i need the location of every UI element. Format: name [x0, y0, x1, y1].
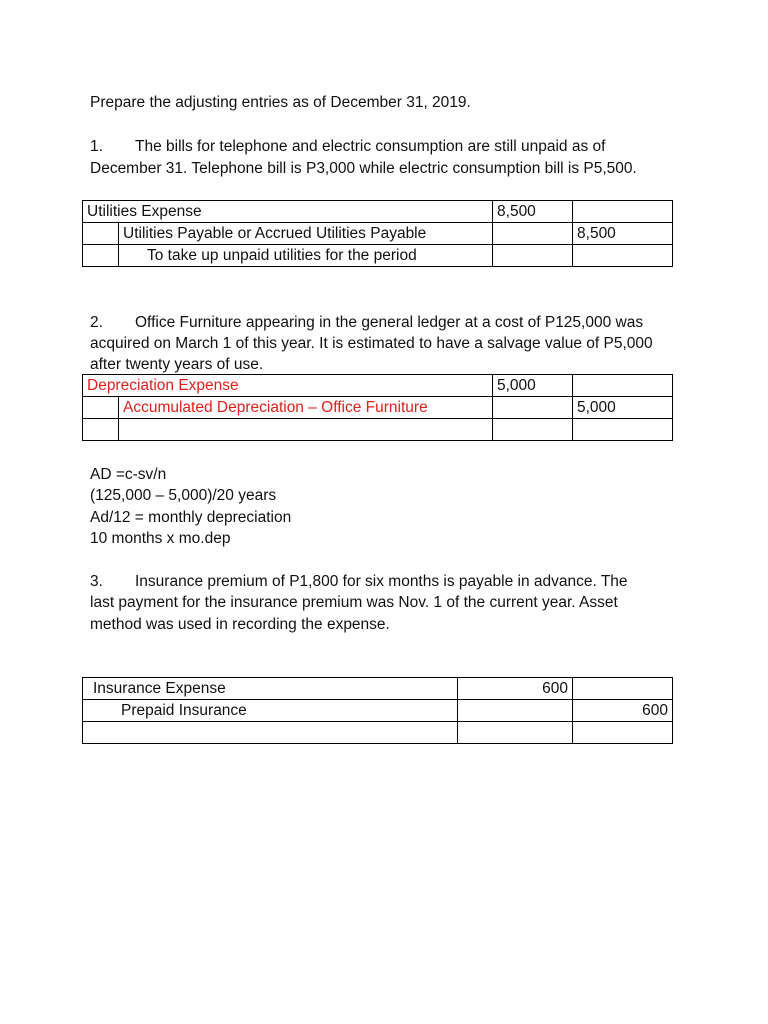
credit-cell: [573, 678, 673, 700]
item2-line2: acquired on March 1 of this year. It is estimated to have a salvage value of P5,000: [90, 335, 653, 352]
journal-table-2: [82, 374, 673, 441]
item2-line1: [90, 312, 643, 334]
item2-number: 2.: [90, 314, 103, 331]
debit-cell: [458, 722, 573, 744]
indent-cell: [83, 397, 119, 419]
indent-cell: [83, 223, 119, 245]
item2-text1: Office Furniture appearing in the general ledger at a cost of P125,000 was: [135, 314, 644, 331]
indent-cell: [83, 419, 119, 441]
debit-amount: 600: [458, 678, 573, 700]
table-row: [83, 678, 673, 700]
debit-cell: [493, 223, 573, 245]
item3-text1: Insurance premium of P1,800 for six months is payable in advance. The: [135, 573, 628, 590]
heading: Prepare the adjusting entries as of December 31, 2019.: [90, 94, 471, 111]
credit-cell: [573, 201, 673, 223]
table-row: [83, 419, 673, 441]
formula-line2: (125,000 – 5,000)/20 years: [90, 487, 277, 504]
item1-number: 1.: [90, 138, 103, 155]
debit-amount: 8,500: [493, 201, 573, 223]
table-row: [83, 375, 673, 397]
credit-account: Prepaid Insurance: [83, 700, 458, 722]
debit-account: Depreciation Expense: [83, 375, 493, 397]
formula-line1: AD =c-sv/n: [90, 466, 167, 483]
item2-line3: after twenty years of use.: [90, 356, 264, 373]
credit-amount: 5,000: [573, 397, 673, 419]
item3-line1: [90, 571, 628, 593]
credit-cell: [573, 245, 673, 267]
debit-cell: [493, 419, 573, 441]
table-row: [83, 700, 673, 722]
item3-line3: method was used in recording the expense.: [90, 616, 390, 633]
credit-account: Utilities Payable or Accrued Utilities Payable: [119, 223, 493, 245]
table-row: [83, 397, 673, 419]
debit-account: Insurance Expense: [83, 678, 458, 700]
debit-cell: [493, 245, 573, 267]
explanation-cell: [119, 419, 493, 441]
credit-account: Accumulated Depreciation – Office Furniture: [119, 397, 493, 419]
table-row: [83, 223, 673, 245]
credit-amount: 600: [573, 700, 673, 722]
credit-cell: [573, 375, 673, 397]
debit-account: Utilities Expense: [83, 201, 493, 223]
table-row: [83, 722, 673, 744]
item3-number: 3.: [90, 573, 103, 590]
debit-cell: [493, 397, 573, 419]
credit-amount: 8,500: [573, 223, 673, 245]
debit-amount: 5,000: [493, 375, 573, 397]
table-row: [83, 245, 673, 267]
entry-explanation: To take up unpaid utilities for the period: [119, 245, 493, 267]
debit-cell: [458, 700, 573, 722]
table-row: [83, 201, 673, 223]
credit-cell: [573, 419, 673, 441]
journal-table-3: [82, 677, 673, 744]
formula-line3: Ad/12 = monthly depreciation: [90, 509, 292, 526]
item1-line2: December 31. Telephone bill is P3,000 while electric consumption bill is P5,500.: [90, 160, 637, 177]
formula-line4: 10 months x mo.dep: [90, 530, 231, 547]
indent-cell: [83, 245, 119, 267]
item3-line2: last payment for the insurance premium was Nov. 1 of the current year. Asset: [90, 594, 618, 611]
item1-line1: [90, 136, 605, 158]
item1-text1: The bills for telephone and electric consumption are still unpaid as of: [135, 138, 606, 155]
credit-cell: [573, 722, 673, 744]
journal-table-1: [82, 200, 673, 267]
explanation-cell: [83, 722, 458, 744]
